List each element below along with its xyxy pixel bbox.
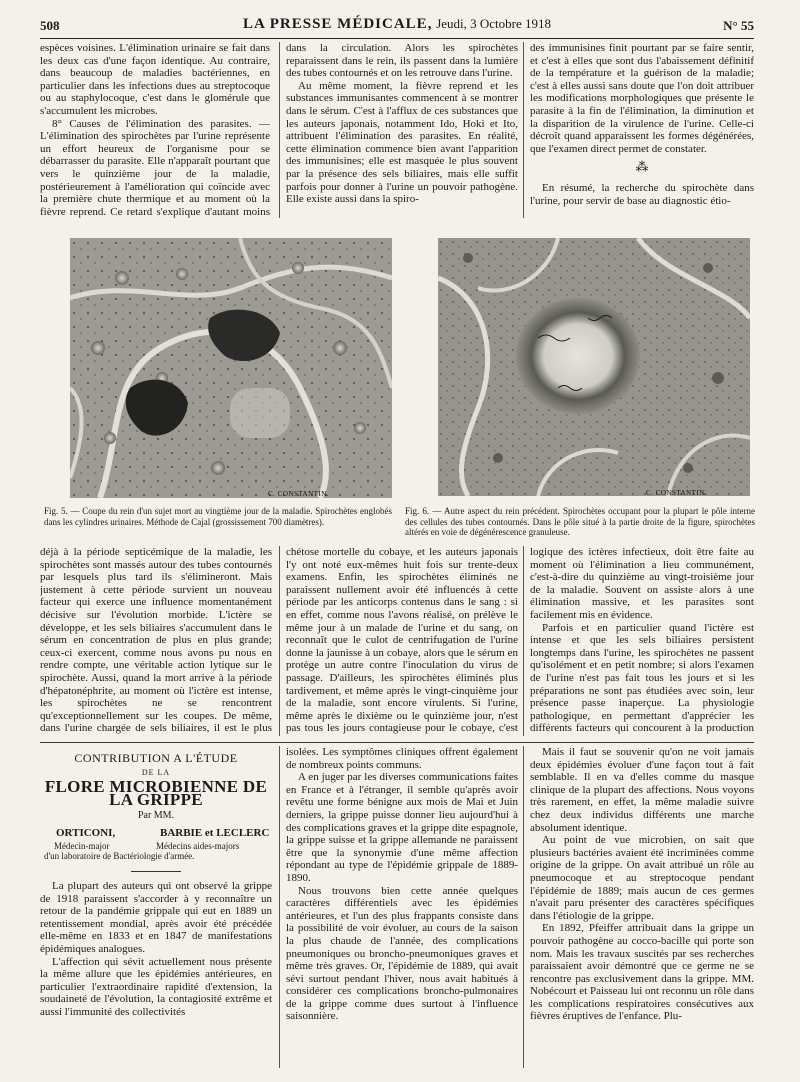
middle-column-3 xyxy=(530,546,754,736)
issue-number: N° 55 xyxy=(723,18,754,33)
paragraph: A en juger par les diverses communications faites en France et à l'étranger, il semble qu'après avoir revêtu une forme bénigne aux mois de Mai et Juin derniers, la grippe puisse donner lieu aujourd'hui à des complications graves et la grippe dite espagnole, la grippe suisse et la grippe allemande ne paraissent être que la synonymie d'une même affection répondant au type de l'épidémie grippale de 1889-1890. xyxy=(286,771,518,884)
page-header xyxy=(40,16,754,38)
article-heading xyxy=(40,752,272,872)
article-column-3 xyxy=(530,746,754,1068)
paragraph: La plupart des auteurs qui ont observé la grippe de 1918 paraissent s'accorder à y reconnaître un retour de la pandémie grippale qui eut en 1889 un retentissement mondial, après avoir été précédée elle-même en 1833 et en 1847 de manifestations épidémiques analogues. xyxy=(40,879,272,955)
figure-6-micrograph xyxy=(438,238,750,496)
heading-separator xyxy=(131,871,181,872)
column-rule xyxy=(523,42,524,218)
paragraph: espèces voisines. L'élimination urinaire se fait dans les deux cas d'une façon identique. Au contraire, dans beaucoup de maladies bactériennes, en particulier dans les infections dues au streptocoque ou au staphylocoque, c'est dans le glomérule que s'accumulent les microbes. xyxy=(40,42,270,117)
article-column-1 xyxy=(40,746,272,1068)
paragraph: En résumé, la recherche du spirochète dans l'urine, pour servir de base au diagnostic étio- xyxy=(530,181,754,207)
column-rule xyxy=(279,746,280,1068)
top-column-2 xyxy=(286,42,518,218)
top-column-3 xyxy=(530,42,754,218)
top-column-1 xyxy=(40,42,270,218)
figure-5-credit: C. CONSTANTIN. xyxy=(268,490,330,498)
article-title: FLORE MICROBIENNE DE LA GRIPPE xyxy=(44,777,268,809)
figure-6-credit: C. CONSTANTIN. xyxy=(646,489,708,497)
paragraph: isolées. Les symptômes cliniques offrent également de nombreux points communs. xyxy=(286,746,518,771)
header-rule xyxy=(40,38,754,39)
figure-6-caption: Fig. 6. — Autre aspect du rein précédent. Spirochètes occupant pour la plupart le pôle interne des cellules des tubes contournés. Dans le pôle situé à la partie droite de la figure, spirochètes altérés en voie de dégénérescence granuleuse. xyxy=(405,506,755,537)
middle-column-2 xyxy=(286,546,518,736)
issue-date: Jeudi, 3 Octobre 1918 xyxy=(436,16,552,31)
affiliation-2: Médecins aides-majors xyxy=(156,840,240,851)
author-affiliations xyxy=(40,841,272,863)
byline-prefix: Par MM. xyxy=(137,810,175,822)
middle-column-1 xyxy=(40,546,272,736)
author-names xyxy=(40,827,272,841)
section-rule xyxy=(40,742,754,743)
author-2: BARBIE et LECLERC xyxy=(160,826,270,839)
column-rule xyxy=(523,546,524,736)
paragraph: Au même moment, la fièvre reprend et les substances immunisantes commencent à se montrer dans le sérum. C'est à l'afflux de ces substances que les auteurs japonais, notamment Ido, Hoki et Ito, attribuent l'élimination des parasites. En réalité, cette élimination commence bien avant l'apparition des immunisines; elle est masquée le plus souvent par la présence des sels biliaires, mais elle suffit parfois pour donner à l'urine un pouvoir pathogène. Elle existe aussi dans la spiro- xyxy=(286,79,518,206)
article-kicker: CONTRIBUTION A L'ÉTUDE xyxy=(74,751,238,765)
paragraph: chétose mortelle du cobaye, et les auteurs japonais l'y ont noté eux-mêmes huit fois sur trente-deux examens. Enfin, les spirochètes éliminés ne paraissent nullement avoir été influencés à cette période par les anticorps contenus dans le sang : si en effet, comme nous l'avons réalisé, on prélève le même jour à un malade de l'urine et du sang, on reconnaît que le culot de centrifugation de l'urine donne la jaunisse à un cobaye, alors que le sérum en protège un autre contre l'inoculation du virus de passage. D'ailleurs, les spirochètes éliminés plus tardivement, et même après le vingt-cinquième jour de la maladie, sont encore virulents. Si l'urine, même après le dixième ou le quinzième jour, n'est pas tous les jours contagieuse pour le cobaye, c'est xyxy=(286,546,518,735)
paragraph: des immunisines finit pourtant par se faire sentir, et c'est à elles que sont dus l'abaissement définitif de la température et la guérison de la maladie; c'est à elles aussi sans doute que l'on doit attribuer les modifications morphologiques que présente le parasite à la fin de l'élimination, la diminution et la disparition de la virulence de l'urine. Celle-ci décroît quand apparaissent les formes dégénérées, que l'examen direct permet de constater. xyxy=(530,42,754,155)
paragraph: Mais il faut se souvenir qu'on ne voit jamais deux épidémies évoluer d'une façon tout à fait semblable. Il en va d'elles comme du masque clinique de la plupart des affections. Nous voyons très rarement, en effet, la même maladie suivre chez deux individus différents une marche absolument identique. xyxy=(530,746,754,834)
paragraph: L'affection qui sévit actuellement nous présente la même allure que les épidémies antérieures, en particulier l'extraordinaire rapidité d'extension, la soudaineté de l'évolution, la contagiosité extrême et aussi l'immunité des collectivités xyxy=(40,955,272,1018)
affiliation-1-continued: d'un laboratoire de Bactériologie d'armée. xyxy=(44,850,195,861)
paragraph: dans la circulation. Alors les spirochètes reparaissent dans le rein, ils passent dans la lumière des tubes contournés et on les retrouve dans l'urine. xyxy=(286,42,518,80)
paragraph: En 1892, Pfeiffer attribuait dans la grippe un pouvoir pathogène au cocco-bacille qui porte son nom. Mais les travaux suscités par ses recherches paraissaient avoir démontré que ce germe ne se rencontre pas exclusivement dans la grippe. MM. Nobécourt et Paisseau lui ont reconnu un rôle dans les complications respiratoires consécutives aux fièvres éruptives de l'enfance. Plu- xyxy=(530,922,754,1023)
paragraph: Nous trouvons bien cette année quelques caractères différentiels avec les épidémies antérieures, et l'un des plus frappants consiste dans la possibilité de voir évoluer, au cours de la saison la plus chaude de l'année, des complications pneumoniques ou broncho-pneumoniques graves et même très graves. Or, l'épidémie de 1889, qui avait sévi surtout pendant l'hiver, nous avait habitués à considérer ces complications broncho-pulmonaires de la grippe comme dues surtout à l'influence saisonnière. xyxy=(286,884,518,1023)
figure-5-caption: Fig. 5. — Coupe du rein d'un sujet mort au vingtième jour de la maladie. Spirochètes englobés dans les cylindres urinaires. Méthode de Cajal (grossissement 700 diamètres). xyxy=(44,506,392,527)
figure-5-micrograph xyxy=(70,238,392,498)
publication-name: LA PRESSE MÉDICALE, xyxy=(242,16,433,32)
column-rule xyxy=(279,546,280,736)
column-rule xyxy=(523,746,524,1068)
section-separator: ⁂ xyxy=(635,159,649,175)
article-kicker-small: DE LA xyxy=(141,767,171,777)
paragraph: 8° Causes de l'élimination des parasites. — L'élimination des spirochètes par l'urine représente un effort heureux de l'organisme pour se débarrasser du parasite. Elle n'apparaît pourtant que vers le quinzième jour de la maladie, postérieurement à l'amélioration qui coïncide avec la première chute thermique et au moment où la fièvre reprend. Ce retard s'explique d'autant moins xyxy=(40,117,270,218)
article-column-2 xyxy=(286,746,518,1068)
column-rule xyxy=(279,42,280,218)
paragraph: déjà à la période septicémique de la maladie, les spirochètes sont massés autour des tubes contournés par lesquels plus tard ils s'élimineront. Mais justement à cette période survient un nouveau facteur qui exerce une influence momentanément décisive sur l'évolution morbide. L'ictère se développe, et les sels biliaires s'accumulent dans le sérum en concentration de plus en plus grande; ceux-ci exercent, comme nous avons pu nous en rendre compte, une véritable action lytique sur le spirochète. Aussi, quand la mort arrive à la période d'hépatonéphrite, au moment où l'ictère est intense, les spirochètes ne se rencontrent qu'exceptionnellement sur les coupes. De même, dans l'urine chargée de sels biliaires, il est le plus xyxy=(40,546,272,735)
paragraph: Parfois et en particulier quand l'ictère est intense et que les sels biliaires persistent longtemps dans l'urine, les spirochètes ne passent qu'isolément et en petit nombre; si alors l'examen de l'urine n'est pas fait tous les jours et si les préparations ne sont pas étudiées avec soin, leur présence passe inaperçue. La physiologie pathologique, en permettant d'apprécier les différents facteurs qui concourent à la production xyxy=(530,621,754,735)
page-number: 508 xyxy=(40,18,60,33)
affiliation-1: Médecin-major xyxy=(54,840,110,851)
paragraph: Au point de vue microbien, on sait que plusieurs bactéries avaient été incriminées comme origine de la grippe. On avait attribué un rôle au pneumocoque et au streptocoque pendant l'épidémie de 1889; mais aucun de ces germes n'avait paru présenter des caractères spécifiques dans l'étiologie de la grippe. xyxy=(530,834,754,922)
author-1: ORTICONI, xyxy=(56,826,116,839)
running-title xyxy=(40,16,754,33)
paragraph: logique des ictères infectieux, doit être faite au moment où l'élimination a lieu communément, c'est-à-dire du quinzième au vingt-troisième jour de la maladie. Souvent on assiste alors à une élimination massive, et les parasites sont facilement mis en évidence. xyxy=(530,546,754,621)
